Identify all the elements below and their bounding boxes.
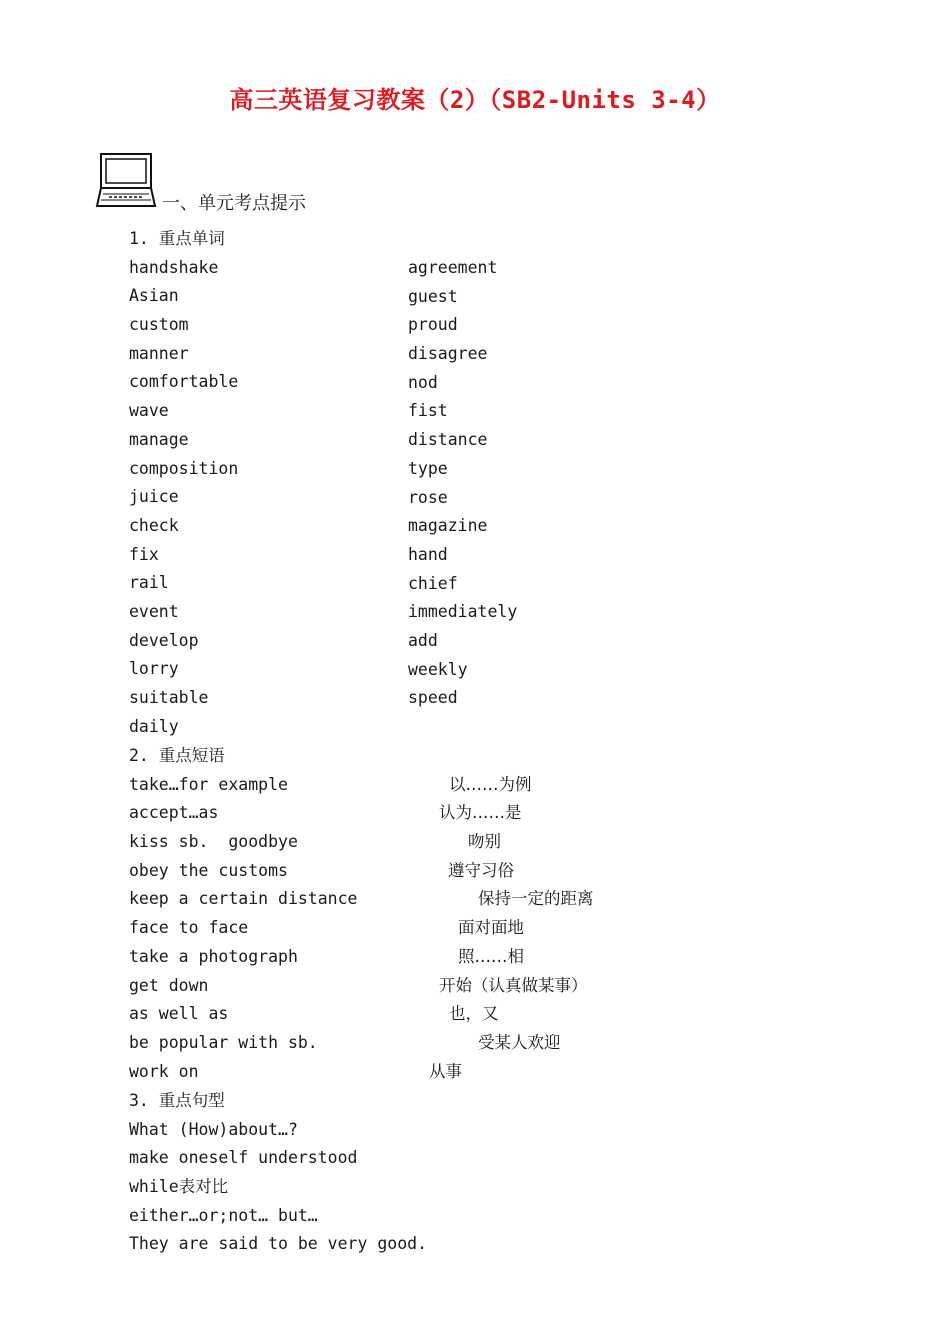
phrase-chinese: 开始（认真做某事） [439,975,588,995]
phrase-row [129,914,524,943]
phrases-block [129,742,594,1086]
word-item: weekly [408,659,468,679]
sentences-block [129,1087,427,1259]
word-item: fix [129,544,159,564]
sentence-pattern: They are said to be very good. [129,1234,428,1254]
phrase-row [129,972,588,1001]
word-item: check [129,515,179,535]
phrase-english: take a photograph [129,946,298,966]
phrase-english: take…for example [129,774,288,794]
word-item: chief [408,573,458,593]
phrase-row [129,1029,561,1058]
word-item: guest [408,286,458,306]
word-item: add [408,630,438,650]
phrase-english: obey the customs [129,860,288,880]
word-item: daily [129,716,179,736]
phrases-list [129,771,594,1087]
phrase-english: keep a certain distance [129,889,358,909]
phrase-row [129,799,522,828]
sentence-pattern: either…or;not… but… [129,1205,318,1225]
phrase-chinese: 从事 [429,1061,462,1081]
word-item: composition [129,458,239,478]
word-item: Asian [129,286,179,306]
word-item: hand [408,544,448,564]
word-item: fist [408,401,448,421]
word-item: speed [408,688,458,708]
words-left-column [129,254,238,742]
word-item: custom [129,315,189,335]
phrase-chinese: 认为……是 [439,803,522,823]
phrase-chinese: 受某人欢迎 [478,1032,561,1052]
sentence-pattern: What (How)about…? [129,1119,298,1139]
phrase-chinese: 吻别 [468,832,501,852]
phrase-row [129,771,532,800]
document-title: 高三英语复习教案（2）（SB2-Units 3-4） [229,86,721,114]
words-right-column [408,254,517,713]
sentence-pattern: while表对比 [129,1177,229,1197]
sentences-list [129,1116,427,1259]
sentences-heading: 3. 重点句型 [129,1091,225,1110]
phrase-english: as well as [129,1004,229,1024]
phrase-chinese: 也，又 [449,1004,499,1024]
word-item: magazine [408,516,488,536]
phrase-row [129,1000,499,1029]
word-item: manage [129,429,189,449]
word-item: distance [408,430,488,450]
phrase-english: kiss sb. goodbye [129,832,298,852]
word-item: rose [408,487,448,507]
word-item: juice [129,487,179,507]
word-item: manner [129,343,189,363]
phrase-row [129,1058,462,1087]
phrase-chinese: 面对面地 [458,918,524,938]
word-item: rail [129,573,169,593]
laptop-icon [95,152,157,210]
phrase-chinese: 照……相 [458,946,524,966]
word-item: lorry [129,659,179,679]
word-item: develop [129,630,199,650]
word-item: suitable [129,688,209,707]
phrase-row [129,857,514,886]
word-item: proud [408,315,458,335]
word-item: type [408,458,448,478]
phrase-row [129,828,501,857]
word-item: handshake [129,257,219,277]
word-item: nod [408,372,438,392]
phrase-english: accept…as [129,803,219,823]
phrase-row [129,943,524,972]
phrase-chinese: 保持一定的距离 [478,889,594,909]
word-item: event [129,601,179,621]
phrase-english: be popular with sb. [129,1032,318,1052]
words-heading: 1. 重点单词 [129,229,225,248]
phrase-english: work on [129,1061,199,1081]
word-item: immediately [408,602,518,622]
phrase-english: face to face [129,918,249,938]
phrase-english: get down [129,975,209,995]
word-item: disagree [408,344,488,364]
word-item: agreement [408,258,498,277]
sentence-pattern: make oneself understood [129,1148,358,1168]
phrase-chinese: 以……为例 [449,774,532,794]
section-title: 一、单元考点提示 [162,193,306,214]
word-item: wave [129,401,169,421]
phrase-chinese: 遵守习俗 [448,860,514,880]
phrases-heading: 2. 重点短语 [129,746,225,765]
word-item: comfortable [129,372,239,392]
phrase-row [129,885,594,914]
words-block [129,225,238,741]
